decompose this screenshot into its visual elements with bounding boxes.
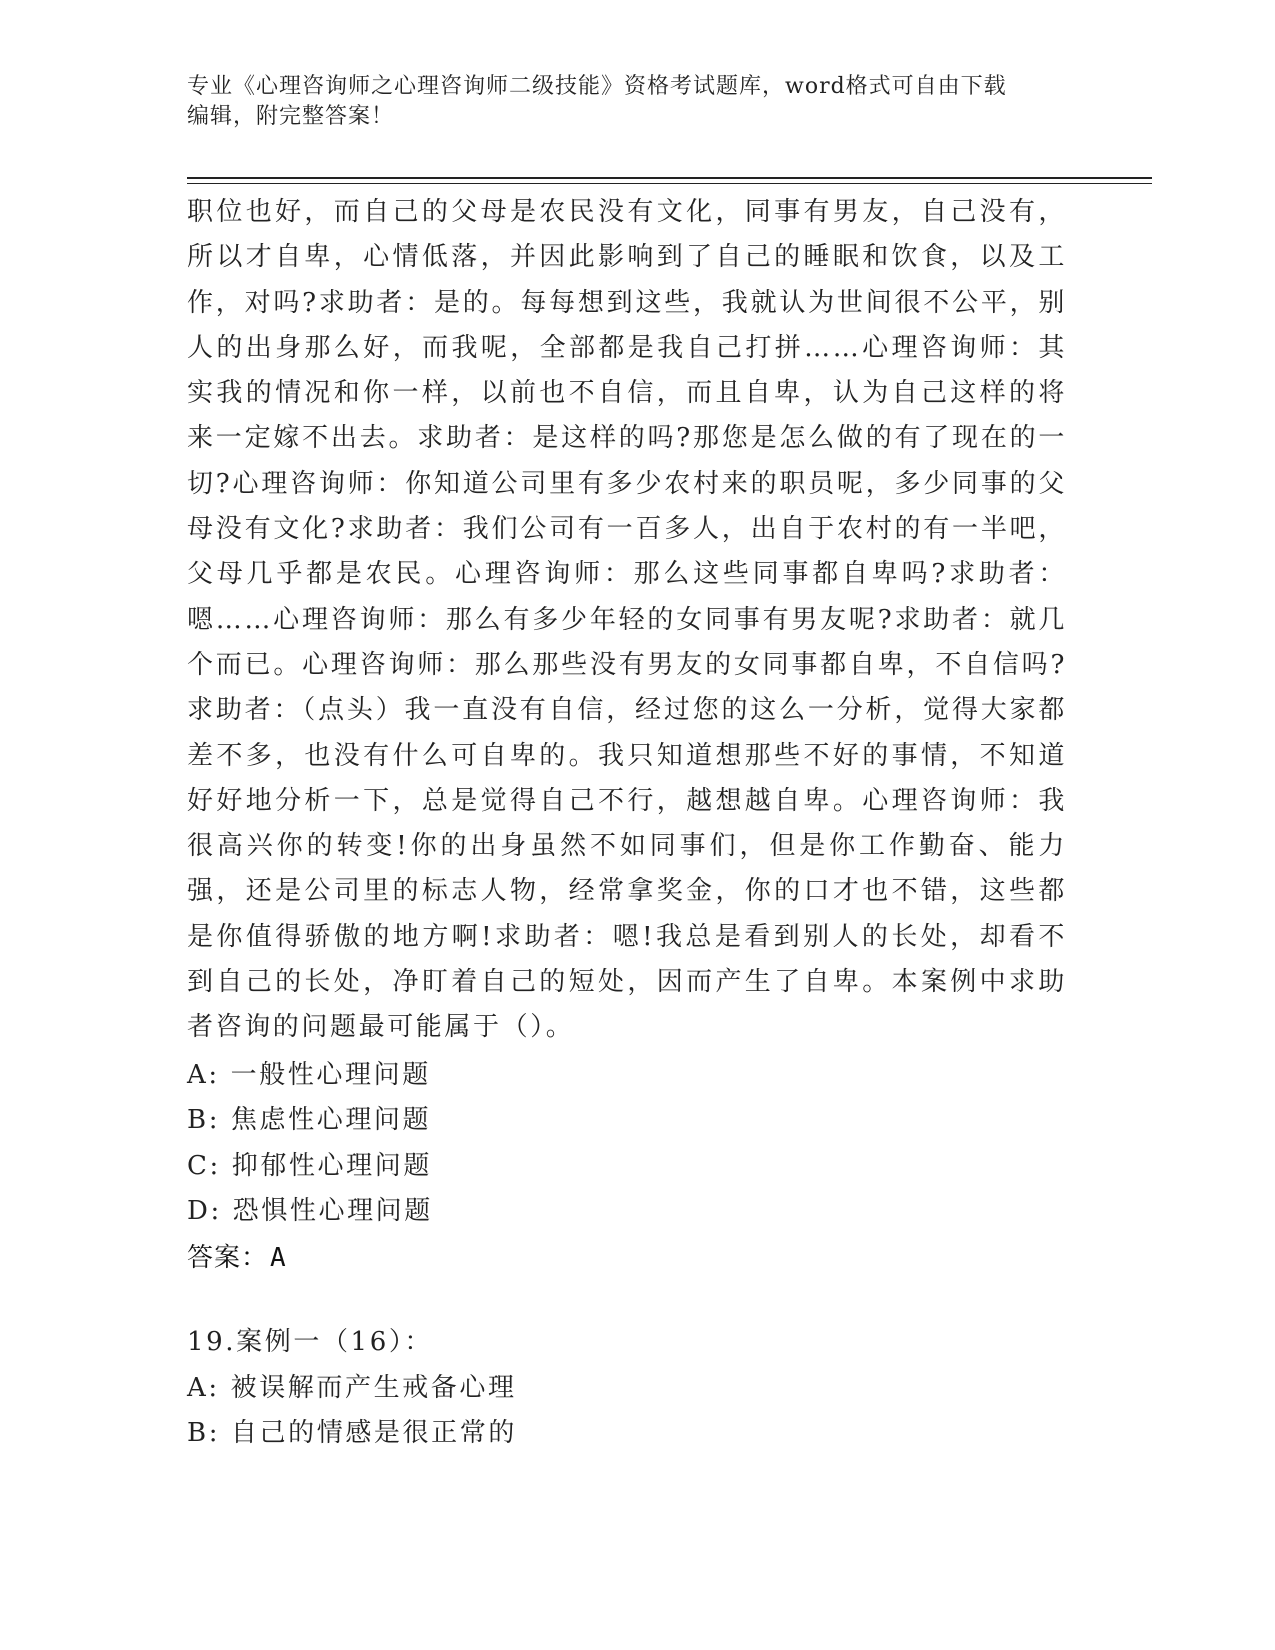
question-19-option-a: A: 被误解而产生戒备心理	[187, 1373, 517, 1403]
question-18-option-a: A: 一般性心理问题	[187, 1060, 431, 1090]
header-divider-thick	[187, 177, 1152, 179]
question-18-body: 职位也好，而自己的父母是农民没有文化，同事有男友，自己没有，所以才自卑，心情低落，并因此影响到了自己的睡眠和饮食，以及工作，对吗?求助者：是的。每每想到这些，我就认为世间很不公平，别人的出身那么好，而我呢，全部都是我自己打拼……心理咨询师：其实我的情况和你一样，以前也不自信，而且自卑，认为自己这样的将来一定嫁不出去。求助者：是这样的吗?那您是怎么做的有了现在的一切?心理咨询师：你知道公司里有多少农村来的职员呢，多少同事的父母没有文化?求助者：我们公司有一百多人，出自于农村的有一半吧，父母几乎都是农民。心理咨询师：那么这些同事都自卑吗?求助者：嗯……心理咨询师：那么有多少年轻的女同事有男友呢?求助者：就几个而已。心理咨询师：那么那些没有男友的女同事都自卑，不自信吗?求助者：（点头）我一直没有自信，经过您的这么一分析，觉得大家都差不多，也没有什么可自卑的。我只知道想那些不好的事情，不知道好好地分析一下，总是觉得自己不行，越想越自卑。心理咨询师：我很高兴你的转变!你的出身虽然不如同事们，但是你工作勤奋、能力强，还是公司里的标志人物，经常拿奖金，你的口才也不错，这些都是你值得骄傲的地方啊!求助者：嗯!我总是看到别人的长处，却看不到自己的长处，净盯着自己的短处，因而产生了自卑。本案例中求助者咨询的问题最可能属于（）。	[187, 197, 1067, 1043]
answer-label: 答案：	[187, 1243, 269, 1273]
header-line-1: 专业《心理咨询师之心理咨询师二级技能》资格考试题库，word格式可自由下载	[187, 74, 1007, 99]
question-19-option-b: B: 自己的情感是很正常的	[187, 1418, 517, 1449]
question-18-option-c: C: 抑郁性心理问题	[187, 1150, 432, 1181]
answer-value: A	[270, 1243, 287, 1273]
question-18-options	[187, 1053, 1067, 1234]
question-19-options	[187, 1366, 1067, 1457]
question-18-option-d: D: 恐惧性心理问题	[187, 1195, 433, 1226]
document-header	[187, 72, 1067, 132]
question-19-title: 19.案例一（16）：	[187, 1327, 434, 1357]
header-divider-thin	[187, 183, 1152, 184]
question-18-answer	[187, 1236, 287, 1281]
header-line-2: 编辑，附完整答案！	[187, 104, 395, 129]
question-18-option-b: B: 焦虑性心理问题	[187, 1105, 432, 1136]
